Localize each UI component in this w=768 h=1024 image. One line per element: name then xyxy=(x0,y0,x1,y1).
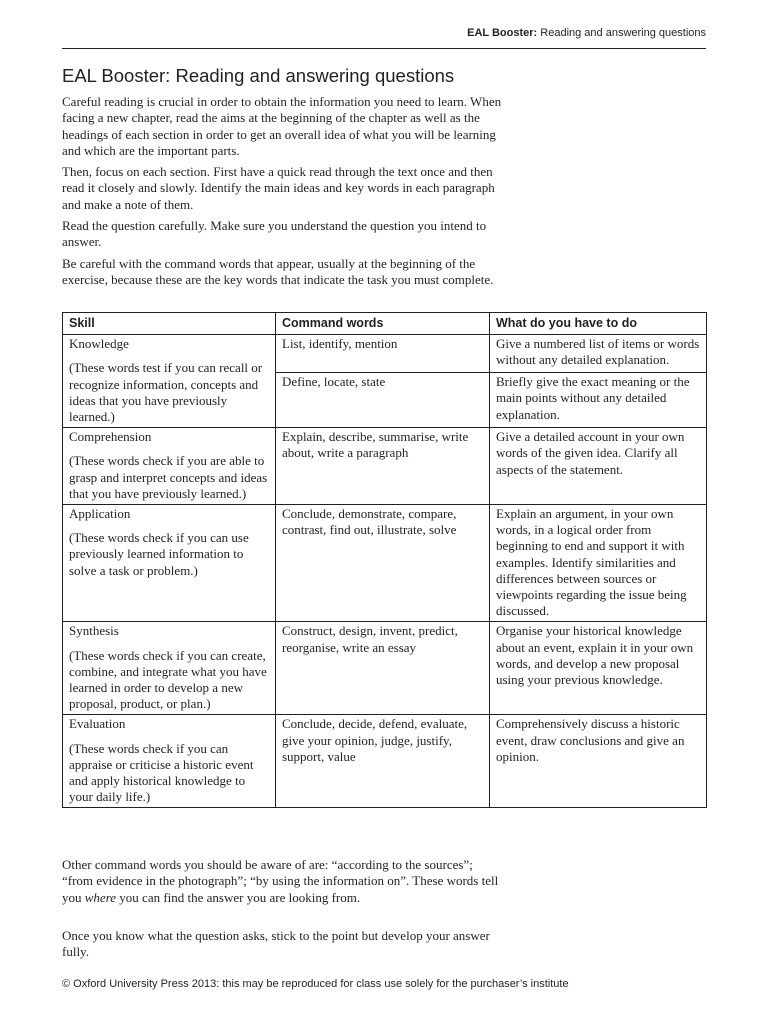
skill-cell-synthesis xyxy=(63,622,276,715)
skill-description: (These words check if you can create, combine, and integrate what you have learned in order to develop a new proposal, product, or plan.) xyxy=(69,647,267,712)
skill-cell-evaluation xyxy=(63,715,276,808)
skill-cell-knowledge xyxy=(63,335,276,428)
copyright-footer: © Oxford University Press 2013: this may be reproduced for class use solely for the purchaser’s institute xyxy=(62,978,569,990)
command-words-cell: Define, locate, state xyxy=(276,373,490,428)
task-cell: Organise your historical knowledge about an event, explain it in your own words, and develop a new proposal using your previous knowledge. xyxy=(490,622,707,715)
header-what-to-do: What do you have to do xyxy=(490,313,707,335)
skill-cell-comprehension xyxy=(63,428,276,505)
intro-paragraph-3: Read the question carefully. Make sure you understand the question you intend to answer. xyxy=(62,218,487,250)
task-cell: Give a detailed account in your own words of the given idea. Clarify all aspects of the statement. xyxy=(490,428,707,505)
task-cell: Comprehensively discuss a historic event, draw conclusions and give an opinion. xyxy=(490,715,707,808)
command-words-cell: List, identify, mention xyxy=(276,335,490,373)
command-words-cell: Explain, describe, summarise, write about, write a paragraph xyxy=(276,428,490,505)
running-head xyxy=(467,27,706,39)
intro-paragraph-4: Be careful with the command words that appear, usually at the beginning of the exercise, because these are the key words that indicate the task you must complete. xyxy=(62,256,494,288)
skill-name: Synthesis xyxy=(69,623,119,639)
running-head-bold: EAL Booster: xyxy=(467,27,538,39)
task-cell: Briefly give the exact meaning or the main points without any detailed explanation. xyxy=(490,373,707,428)
page-title: EAL Booster: Reading and answering questions xyxy=(62,65,455,86)
skill-description: (These words check if you can appraise or criticise a historic event and apply historical knowledge to your daily life.) xyxy=(69,740,254,805)
table-row xyxy=(63,428,707,505)
command-words-cell: Conclude, decide, defend, evaluate, give your opinion, judge, justify, support, value xyxy=(276,715,490,808)
skill-name: Evaluation xyxy=(69,716,126,732)
command-words-cell: Conclude, demonstrate, compare, contrast, find out, illustrate, solve xyxy=(276,505,490,622)
header-command-words: Command words xyxy=(276,313,490,335)
skill-name: Comprehension xyxy=(69,429,152,445)
skill-cell-application xyxy=(63,505,276,622)
intro-paragraph-1: Careful reading is crucial in order to obtain the information you need to learn. When facing a new chapter, read the aims at the beginning of the chapter as well as the headings of each section in order to get an overall idea of what you will be learning and which are the important parts. xyxy=(62,94,502,158)
task-cell: Explain an argument, in your own words, in a logical order from beginning to end and support it with examples. Identify similarities and differences between sources or viewpoints regarding the issue being discussed. xyxy=(490,505,707,622)
running-head-text: Reading and answering questions xyxy=(537,27,706,39)
skill-name: Knowledge xyxy=(69,336,129,352)
header-skill: Skill xyxy=(63,313,276,335)
closing-paragraph-1 xyxy=(62,857,502,906)
table-row xyxy=(63,715,707,808)
closing-text-after: you can find the answer you are looking from. xyxy=(116,889,361,905)
skill-description: (These words check if you are able to grasp and interpret concepts and ideas that you have previously learned.) xyxy=(69,453,268,501)
intro-paragraph-2: Then, focus on each section. First have a quick read through the text once and then read it closely and slowly. Identify the main ideas and key words in each paragraph and make a note of them. xyxy=(62,164,495,212)
task-cell: Give a numbered list of items or words without any detailed explanation. xyxy=(490,335,707,373)
closing-paragraph-2: Once you know what the question asks, stick to the point but develop your answer fully. xyxy=(62,928,490,960)
skill-description: (These words test if you can recall or recognize information, concepts and ideas that you have previously learned.) xyxy=(69,360,263,425)
skill-name: Application xyxy=(69,506,131,522)
skill-description: (These words check if you can use previously learned information to solve a task or problem.) xyxy=(69,530,249,578)
table-row xyxy=(63,622,707,715)
command-words-cell: Construct, design, invent, predict, reorganise, write an essay xyxy=(276,622,490,715)
closing-emphasis: where xyxy=(84,889,117,905)
table-row xyxy=(63,335,707,373)
command-words-table xyxy=(62,312,707,808)
table-header-row xyxy=(63,313,707,335)
table-row xyxy=(63,505,707,622)
closing-text-before: Other command words you should be aware of are: “according to the sources”; “from evidence in the photograph”; “by using the information on”. These words tell you xyxy=(62,857,499,905)
header-rule xyxy=(62,48,706,49)
